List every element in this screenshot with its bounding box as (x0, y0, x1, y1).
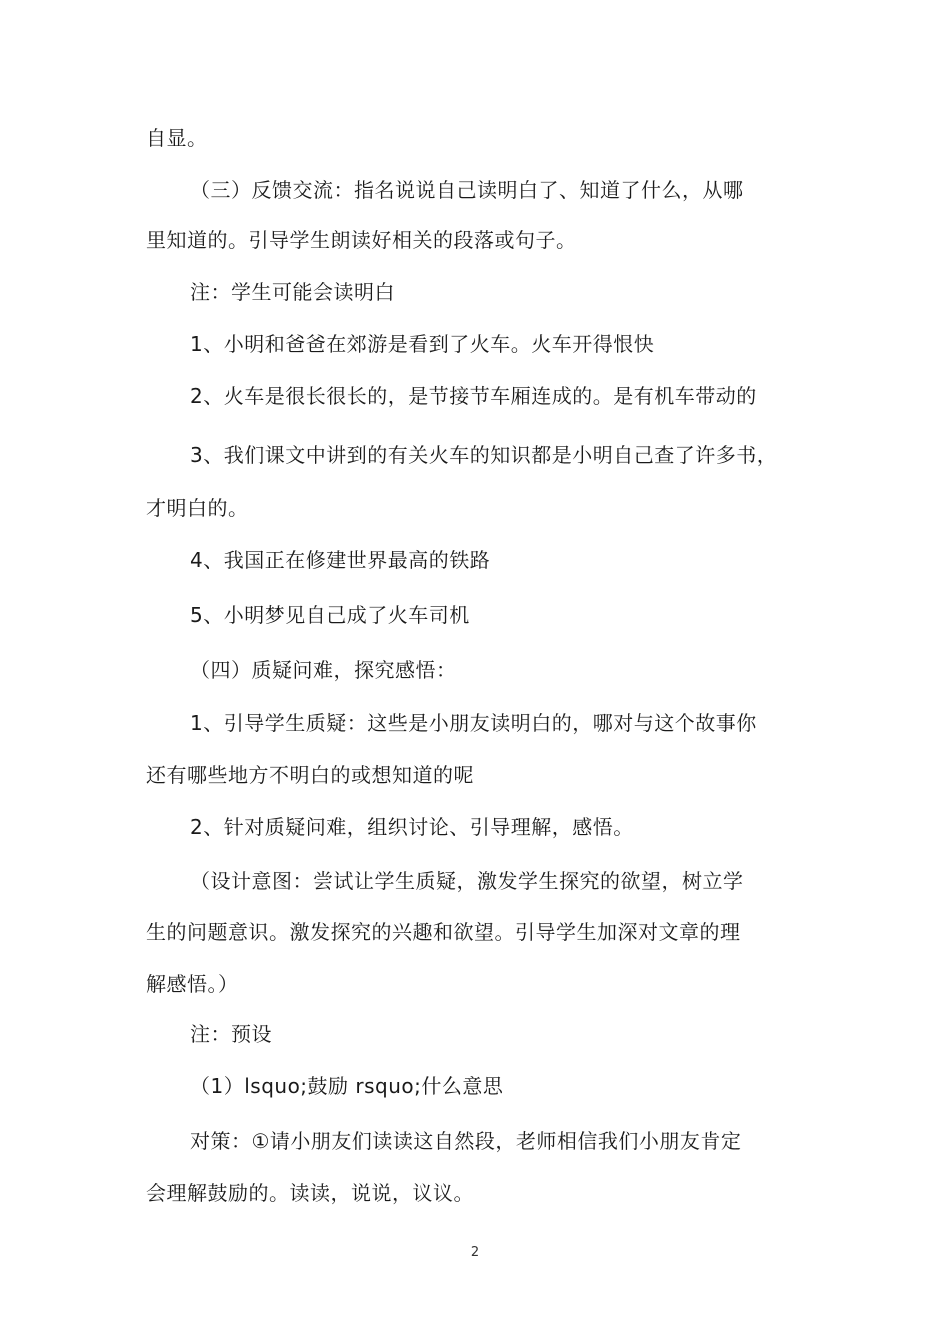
text-line: 4、我国正在修建世界最高的铁路 (190, 548, 491, 572)
text-line: （四）质疑问难，探究感悟： (190, 658, 457, 682)
text-line: 才明白的。 (146, 496, 249, 520)
text-line: 1、小明和爸爸在郊游是看到了火车。火车开得恨快 (190, 332, 655, 356)
text-line: 2、针对质疑问难，组织讨论、引导理解，感悟。 (190, 815, 634, 839)
text-line: 3、我们课文中讲到的有关火车的知识都是小明自己查了许多书， (190, 443, 778, 467)
text-line: 注：学生可能会读明白 (190, 280, 395, 304)
text-line: （三）反馈交流：指名说说自己读明白了、知道了什么，从哪 (190, 178, 744, 202)
text-line: （1）lsquo;鼓励 rsquo;什么意思 (190, 1074, 504, 1098)
text-line: 解感悟。） (146, 972, 239, 996)
text-line: 对策：①请小朋友们读读这自然段，老师相信我们小朋友肯定 (190, 1129, 742, 1153)
text-line: 5、小明梦见自己成了火车司机 (190, 603, 470, 627)
page-number: 2 (470, 1245, 480, 1260)
text-line: （设计意图：尝试让学生质疑，激发学生探究的欲望，树立学 (190, 869, 744, 893)
text-line: 自显。 (146, 126, 208, 150)
text-line: 还有哪些地方不明白的或想知道的呢 (146, 763, 474, 787)
text-line: 里知道的。引导学生朗读好相关的段落或句子。 (146, 228, 577, 252)
text-line: 注：预设 (190, 1022, 272, 1046)
text-line: 生的问题意识。激发探究的兴趣和欲望。引导学生加深对文章的理 (146, 920, 741, 944)
text-line: 会理解鼓励的。读读，说说，议议。 (146, 1181, 474, 1205)
text-line: 1、引导学生质疑：这些是小朋友读明白的，哪对与这个故事你 (190, 711, 757, 735)
text-line: 2、火车是很长很长的，是节接节车厢连成的。是有机车带动的 (190, 384, 757, 408)
